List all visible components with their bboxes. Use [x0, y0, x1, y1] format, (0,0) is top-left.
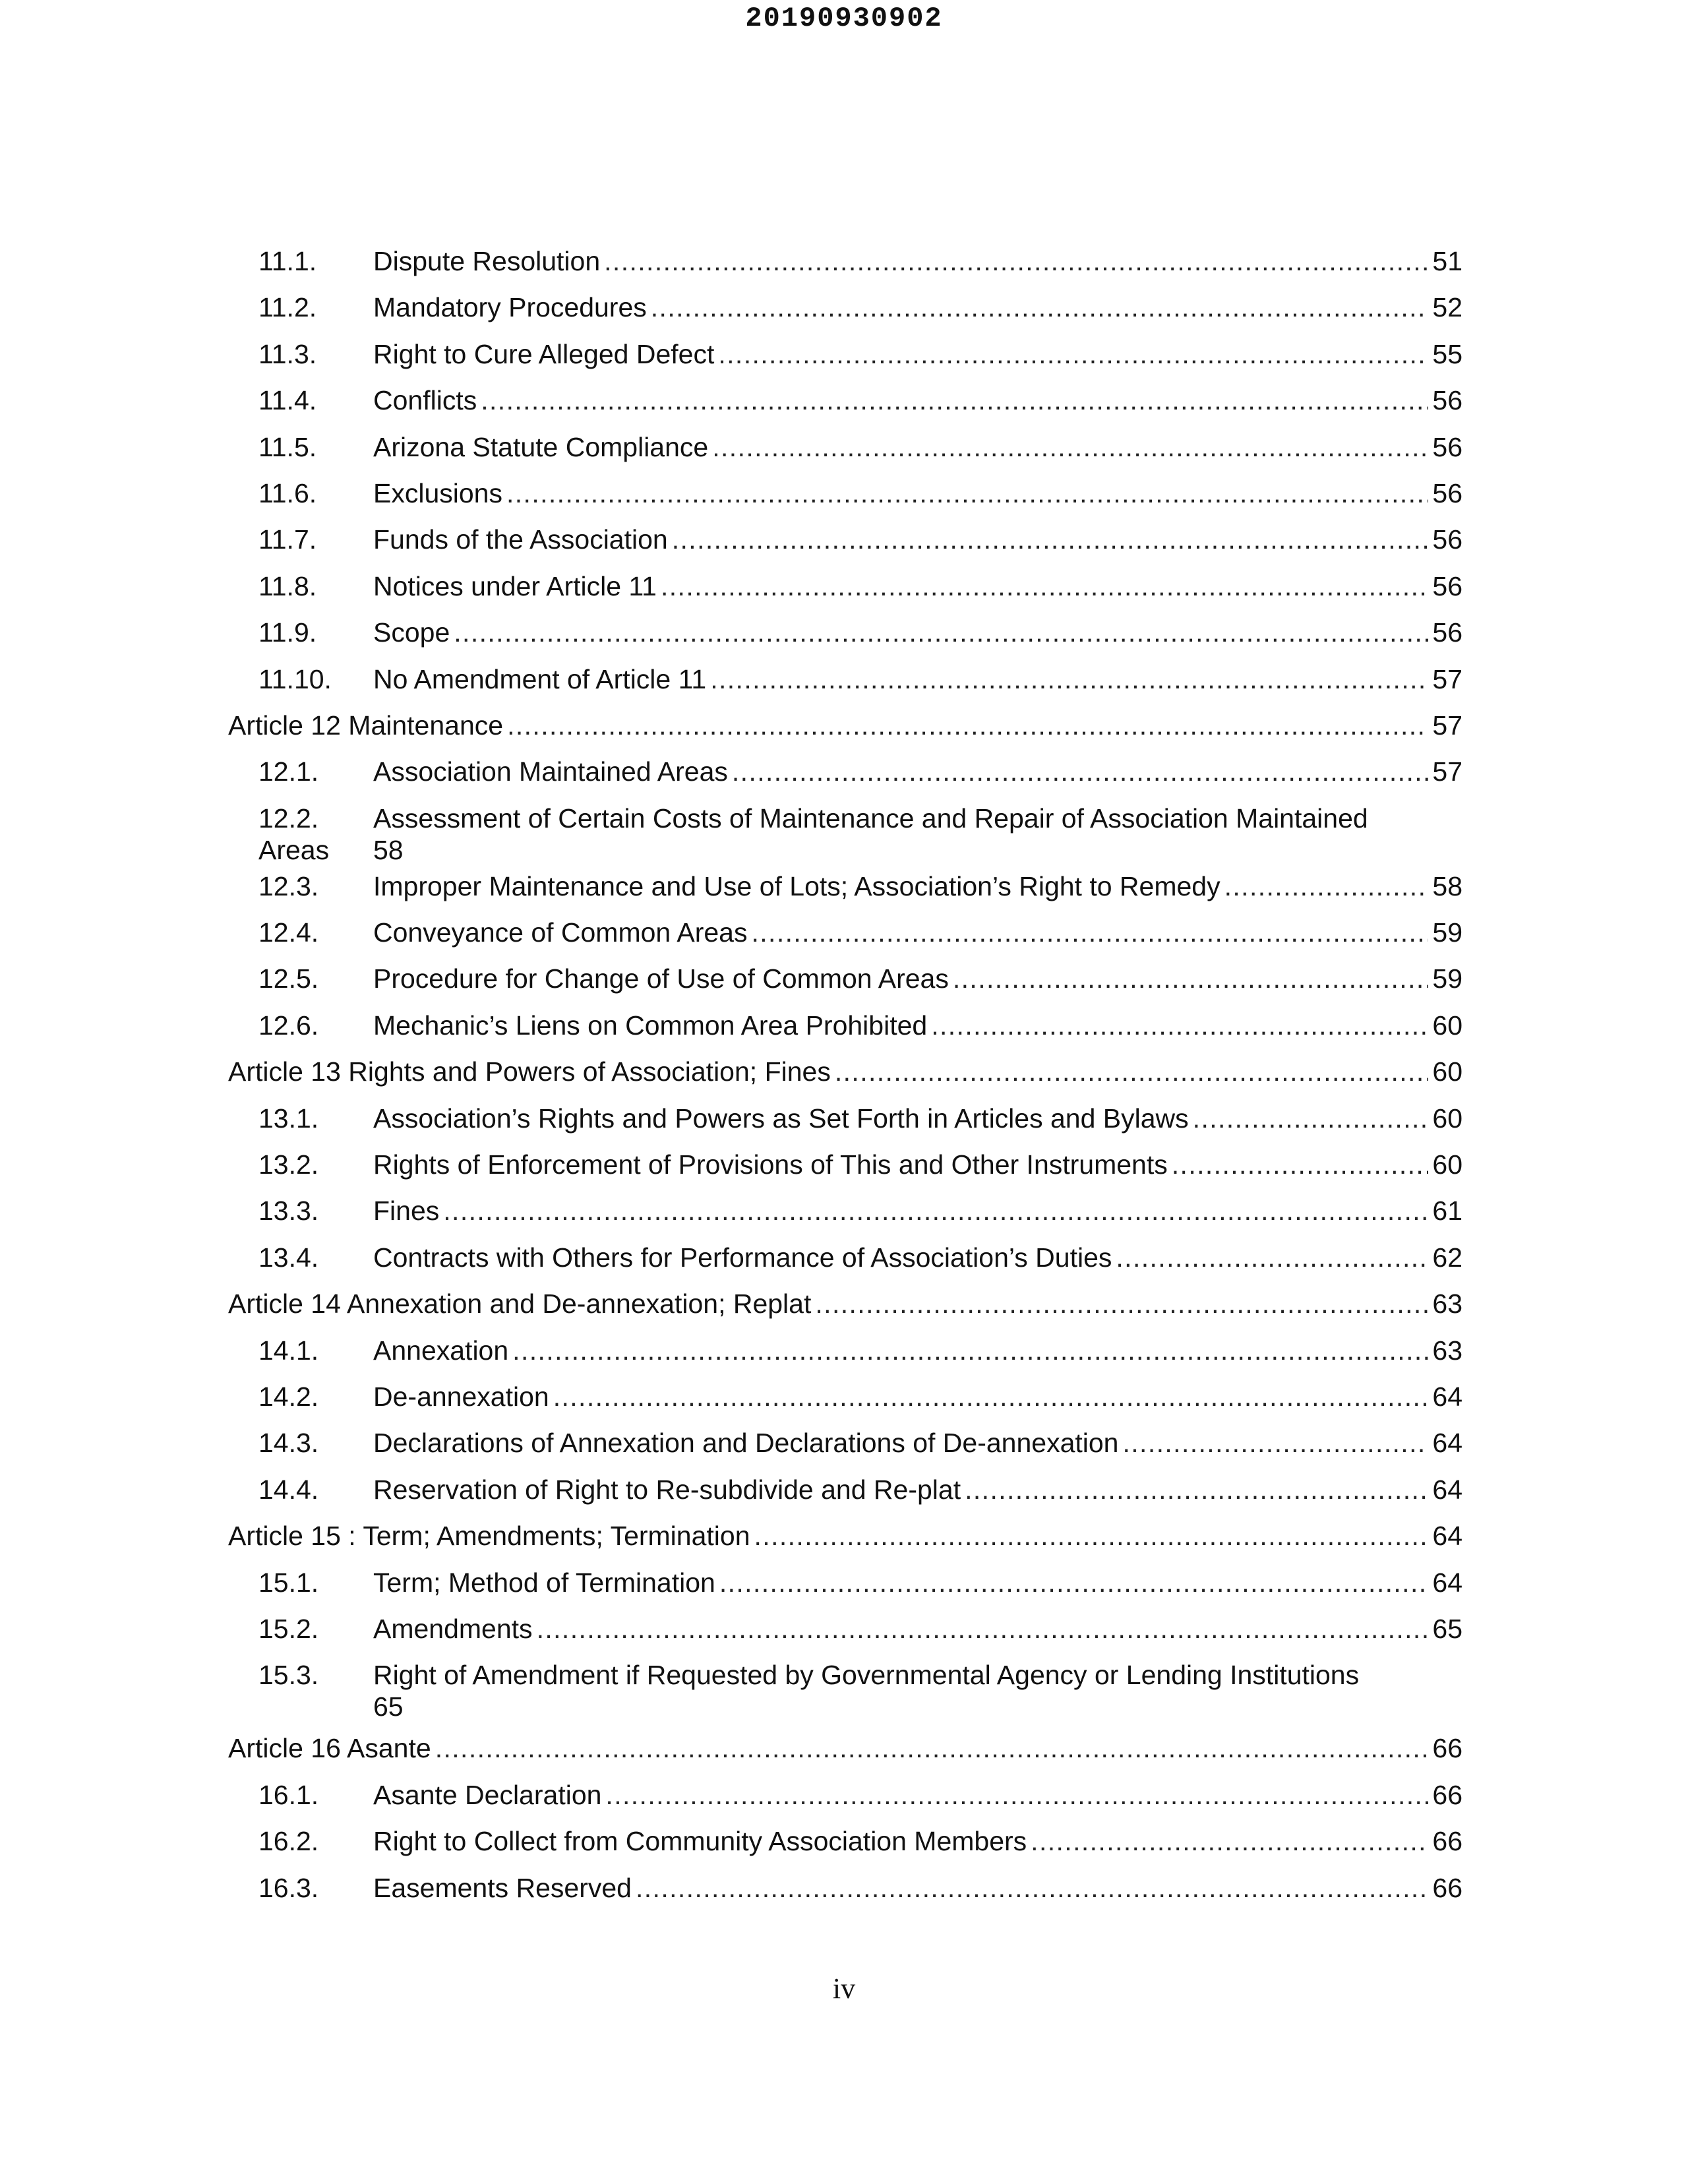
dot-leader — [481, 384, 1428, 416]
toc-page-number: 63 — [1432, 1289, 1462, 1320]
toc-section-number: 14.2. — [258, 1381, 319, 1412]
toc-entry[interactable] — [228, 1093, 1462, 1139]
toc-section-title: Exclusions — [373, 477, 502, 508]
toc-section-title: Mandatory Procedures — [373, 292, 647, 323]
dot-leader — [506, 477, 1428, 509]
toc-section-title: Scope — [373, 617, 450, 648]
toc-entry[interactable] — [228, 1325, 1462, 1372]
dot-leader — [507, 710, 1428, 741]
dot-leader — [712, 431, 1428, 463]
toc-page-number: 60 — [1432, 1056, 1462, 1087]
dot-leader — [754, 1520, 1429, 1552]
dot-leader — [953, 963, 1429, 994]
toc-section-title: Procedure for Change of Use of Common Areas — [373, 963, 949, 994]
toc-entry[interactable] — [228, 746, 1462, 793]
toc-article-heading[interactable] — [228, 1723, 1462, 1769]
toc-section-number: 12.6. — [258, 1010, 319, 1041]
toc-section-number: 15.3. — [258, 1660, 319, 1691]
toc-article-title: Article 16 Asante — [228, 1733, 431, 1764]
toc-section-title: Improper Maintenance and Use of Lots; Association’s Right to Remedy — [373, 870, 1221, 901]
toc-section-number: 12.1. — [258, 756, 319, 787]
toc-entry[interactable] — [228, 561, 1462, 607]
dot-leader — [604, 245, 1428, 277]
toc-page-number: 56 — [1432, 385, 1462, 416]
toc-page-number: 52 — [1432, 292, 1462, 323]
toc-section-title: Notices under Article 11 — [373, 570, 657, 601]
dot-leader — [965, 1474, 1428, 1505]
toc-page-number: 59 — [1432, 963, 1462, 994]
toc-entry[interactable] — [228, 1186, 1462, 1232]
toc-section-number: 13.4. — [258, 1242, 319, 1273]
toc-section-title: Fines — [373, 1196, 440, 1227]
toc-page-number: 51 — [1432, 246, 1462, 276]
toc-section-number: 16.2. — [258, 1826, 319, 1857]
toc-entry[interactable] — [228, 1465, 1462, 1511]
toc-section-number: 12.2. — [258, 803, 319, 834]
dot-leader — [636, 1872, 1428, 1904]
toc-section-number: 11.8. — [258, 570, 317, 601]
dot-leader — [672, 524, 1429, 555]
toc-section-number: 11.4. — [258, 385, 317, 416]
toc-entry[interactable] — [228, 793, 1462, 865]
toc-page-number: 58 — [373, 834, 404, 865]
toc-section-number: 12.4. — [258, 917, 319, 948]
toc-section-number: 15.2. — [258, 1613, 319, 1644]
toc-entry[interactable] — [228, 514, 1462, 561]
toc-page-number: 60 — [1432, 1149, 1462, 1180]
toc-section-number: 11.7. — [258, 524, 317, 555]
toc-entry[interactable] — [228, 1816, 1462, 1862]
dot-leader — [651, 291, 1429, 323]
toc-article-title: Article 12 Maintenance — [228, 710, 504, 741]
toc-page-number: 57 — [1432, 756, 1462, 787]
toc-section-title: Term; Method of Termination — [373, 1567, 715, 1598]
toc-section-title: Conveyance of Common Areas — [373, 917, 748, 948]
toc-page-number: 61 — [1432, 1196, 1462, 1227]
toc-section-number: 11.9. — [258, 617, 317, 648]
dot-leader — [443, 1195, 1428, 1227]
dot-leader — [719, 1567, 1429, 1598]
toc-article-heading[interactable] — [228, 1511, 1462, 1557]
toc-section-title: Assessment of Certain Costs of Maintenance and Repair of Association Maintained — [373, 803, 1368, 834]
toc-section-title: No Amendment of Article 11 — [373, 663, 707, 694]
toc-entry[interactable] — [228, 1232, 1462, 1279]
toc-section-title: Contracts with Others for Performance of Association’s Duties — [373, 1242, 1112, 1273]
page-number: iv — [832, 1972, 856, 2005]
toc-section-title: Rights of Enforcement of Provisions of This and Other Instruments — [373, 1149, 1168, 1180]
toc-entry[interactable] — [228, 468, 1462, 514]
toc-page-number: 59 — [1432, 917, 1462, 948]
toc-page-number: 64 — [1432, 1381, 1462, 1412]
toc-section-number: 13.1. — [258, 1103, 319, 1134]
toc-page-number: 62 — [1432, 1242, 1462, 1273]
toc-entry[interactable] — [228, 1000, 1462, 1046]
toc-page-number: 56 — [1432, 431, 1462, 462]
dot-leader — [718, 338, 1428, 370]
toc-page-number: 64 — [1432, 1567, 1462, 1598]
toc-section-title: Association Maintained Areas — [373, 756, 728, 787]
toc-section-number: 14.1. — [258, 1335, 319, 1366]
toc-page-number: 56 — [1432, 570, 1462, 601]
toc-article-heading[interactable] — [228, 1279, 1462, 1325]
dot-leader — [1172, 1149, 1429, 1180]
toc-entry[interactable] — [228, 607, 1462, 653]
toc-section-title: Conflicts — [373, 385, 477, 416]
toc-section-title: Right of Amendment if Requested by Governmental Agency or Lending Institutions — [373, 1660, 1360, 1691]
toc-section-title: Reservation of Right to Re-subdivide and Re-plat — [373, 1474, 961, 1505]
toc-section-number: 11.10. — [258, 663, 332, 694]
toc-page-number: 60 — [1432, 1103, 1462, 1134]
dot-leader — [537, 1613, 1429, 1645]
toc-section-number: 12.5. — [258, 963, 319, 994]
toc-section-title: Declarations of Annexation and Declarations of De-annexation — [373, 1428, 1119, 1459]
dot-leader — [605, 1779, 1428, 1811]
toc-section-number: 15.1. — [258, 1567, 319, 1598]
toc-section-title: Amendments — [373, 1613, 533, 1644]
document-number: 20190930902 — [745, 3, 943, 34]
dot-leader — [1031, 1825, 1428, 1857]
toc-entry[interactable] — [228, 954, 1462, 1000]
toc-entry[interactable] — [228, 1418, 1462, 1464]
toc-section-number: 12.3. — [258, 870, 319, 901]
toc-article-title: Article 15 : Term; Amendments; Termination — [228, 1521, 750, 1552]
toc-entry[interactable] — [228, 375, 1462, 421]
toc-page-number: 66 — [1432, 1872, 1462, 1903]
toc-entry[interactable] — [228, 1650, 1462, 1723]
dot-leader — [1224, 870, 1429, 902]
toc-entry[interactable] — [228, 1558, 1462, 1604]
toc-article-heading[interactable] — [228, 700, 1462, 746]
toc-page-number: 58 — [1432, 870, 1462, 901]
dot-leader — [710, 663, 1428, 695]
toc-entry[interactable] — [228, 1604, 1462, 1650]
toc-entry[interactable] — [228, 282, 1462, 328]
dot-leader — [815, 1288, 1428, 1320]
toc-entry[interactable] — [228, 654, 1462, 700]
toc-entry[interactable] — [228, 1770, 1462, 1816]
dot-leader — [1116, 1242, 1428, 1273]
toc-section-number-continued: Areas — [258, 834, 330, 865]
toc-page-number: 65 — [373, 1691, 404, 1722]
toc-entry[interactable] — [228, 861, 1462, 907]
toc-section-number: 11.2. — [258, 292, 317, 323]
toc-section-number: 14.3. — [258, 1428, 319, 1459]
toc-section-number: 16.3. — [258, 1872, 319, 1903]
toc-section-number: 11.6. — [258, 477, 317, 508]
toc-section-title: Right to Cure Alleged Defect — [373, 338, 715, 369]
toc-page-number: 57 — [1432, 663, 1462, 694]
toc-entry[interactable] — [228, 1139, 1462, 1186]
toc-page-number: 66 — [1432, 1733, 1462, 1764]
dot-leader — [454, 617, 1428, 648]
toc-section-number: 13.3. — [258, 1196, 319, 1227]
toc-article-heading[interactable] — [228, 1046, 1462, 1093]
toc-section-number: 11.5. — [258, 431, 317, 462]
toc-page-number: 56 — [1432, 477, 1462, 508]
dot-leader — [732, 756, 1429, 787]
toc-entry[interactable] — [228, 422, 1462, 468]
toc-page-number: 57 — [1432, 710, 1462, 741]
toc-page-number: 60 — [1432, 1010, 1462, 1041]
toc-entry[interactable] — [228, 1863, 1462, 1909]
toc-page-number: 56 — [1432, 617, 1462, 648]
table-of-contents — [228, 236, 1462, 1909]
toc-section-title: Easements Reserved — [373, 1872, 632, 1903]
dot-leader — [1122, 1427, 1428, 1459]
toc-page-number: 64 — [1432, 1521, 1462, 1552]
toc-section-number: 11.3. — [258, 338, 317, 369]
toc-page-number: 64 — [1432, 1474, 1462, 1505]
dot-leader — [512, 1335, 1428, 1366]
toc-page-number: 66 — [1432, 1826, 1462, 1857]
toc-entry[interactable] — [228, 236, 1462, 282]
dot-leader — [553, 1381, 1429, 1412]
toc-page-number: 64 — [1432, 1428, 1462, 1459]
toc-entry[interactable] — [228, 907, 1462, 954]
toc-entry[interactable] — [228, 329, 1462, 375]
toc-page-number: 56 — [1432, 524, 1462, 555]
toc-entry[interactable] — [228, 1372, 1462, 1418]
toc-section-title: Annexation — [373, 1335, 509, 1366]
toc-section-title: De-annexation — [373, 1381, 549, 1412]
toc-section-number: 14.4. — [258, 1474, 319, 1505]
toc-section-title: Arizona Statute Compliance — [373, 431, 709, 462]
toc-article-title: Article 14 Annexation and De-annexation; Replat — [228, 1289, 812, 1320]
toc-page-number: 66 — [1432, 1779, 1462, 1810]
dot-leader — [931, 1010, 1428, 1041]
toc-section-title: Dispute Resolution — [373, 246, 601, 276]
toc-section-number: 11.1. — [258, 246, 317, 276]
toc-section-number: 13.2. — [258, 1149, 319, 1180]
toc-section-title: Right to Collect from Community Association Members — [373, 1826, 1027, 1857]
dot-leader — [1193, 1103, 1429, 1134]
toc-page-number: 63 — [1432, 1335, 1462, 1366]
toc-section-title: Funds of the Association — [373, 524, 668, 555]
toc-section-title: Asante Declaration — [373, 1779, 602, 1810]
toc-section-number: 16.1. — [258, 1779, 319, 1810]
toc-section-title: Association’s Rights and Powers as Set Forth in Articles and Bylaws — [373, 1103, 1189, 1134]
toc-page-number: 55 — [1432, 338, 1462, 369]
toc-section-title: Mechanic’s Liens on Common Area Prohibited — [373, 1010, 928, 1041]
toc-article-title: Article 13 Rights and Powers of Association; Fines — [228, 1056, 831, 1087]
dot-leader — [751, 917, 1428, 948]
toc-page-number: 65 — [1432, 1613, 1462, 1644]
dot-leader — [435, 1732, 1429, 1764]
dot-leader — [835, 1056, 1429, 1087]
dot-leader — [661, 570, 1428, 602]
